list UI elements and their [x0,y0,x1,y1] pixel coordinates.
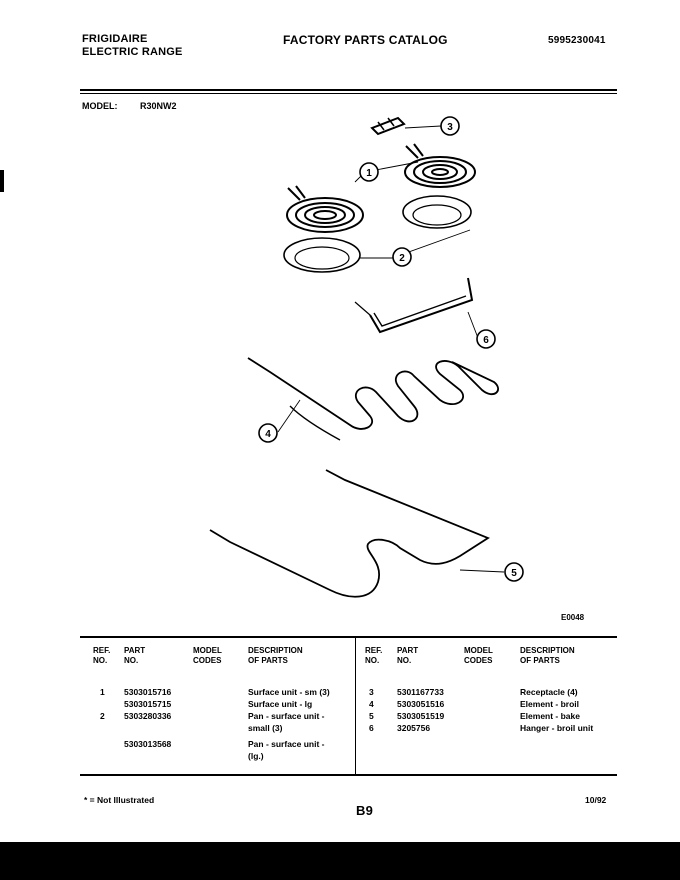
row-description: Surface unit - sm (3) [248,687,330,697]
table-rule-bottom [80,774,617,776]
row-part-number: 5301167733 [397,687,444,697]
table-rule-top [80,636,617,638]
catalog-title: FACTORY PARTS CATALOG [283,33,448,47]
row-ref: 1 [100,687,105,697]
row-description: small (3) [248,723,283,733]
header-model-codes: MODEL CODES [464,646,493,665]
header-part-no: PART NO. [397,646,419,665]
footnote: * = Not Illustrated [84,795,155,805]
row-description: Surface unit - lg [248,699,313,709]
callout-6 [477,330,495,348]
scan-mark [0,170,4,192]
row-ref: 3 [369,687,374,697]
header-rule-top [80,89,617,91]
svg-text:6: 6 [483,335,489,346]
row-description: (lg.) [248,751,264,761]
row-description: Hanger - broil unit [520,723,594,733]
row-part-number: 5303280336 [124,711,172,721]
header-model-codes: MODEL CODES [193,646,222,665]
row-ref: 2 [100,711,105,721]
brand-name: FRIGIDAIRE [82,33,148,45]
row-part-number: 5303051519 [397,711,445,721]
product-name: ELECTRIC RANGE [82,46,183,58]
header-part-no: PART NO. [124,646,146,665]
revision-date: 10/92 [585,795,607,805]
row-part-number: 5303015715 [124,699,172,709]
row-description: Pan - surface unit - [248,739,325,749]
header-ref-no: REF. NO. [365,646,383,665]
scan-dark-border [0,842,680,880]
row-ref: 5 [369,711,374,721]
drip-pan-small-illustration [284,238,360,272]
header-description: DESCRIPTION OF PARTS [520,646,575,665]
row-part-number: 5303051516 [397,699,445,709]
row-description: Element - broil [520,699,580,709]
row-ref: 6 [369,723,374,733]
header-description: DESCRIPTION OF PARTS [248,646,303,665]
svg-text:4: 4 [265,429,271,440]
broil-hanger-illustration [355,278,472,332]
model-value: R30NW2 [140,101,177,111]
table-column-divider [355,636,356,774]
header-rule-bottom [80,93,617,94]
surface-unit-large-illustration [405,144,475,187]
row-ref: 4 [369,699,374,709]
callout-1 [360,163,378,181]
drip-pan-large-illustration [403,196,471,228]
callout-3 [441,117,459,135]
svg-text:3: 3 [447,122,453,133]
catalog-number: 5995230041 [548,35,606,46]
row-part-number: 3205756 [397,723,431,733]
model-label: MODEL: [82,101,118,111]
broil-element-illustration [248,358,498,440]
callout-5 [505,563,523,581]
drawing-code: E0048 [561,613,585,622]
row-description: Receptacle (4) [520,687,578,697]
svg-text:5: 5 [511,568,517,579]
exploded-parts-diagram [0,100,680,630]
callout-4 [259,424,277,442]
row-part-number: 5303015716 [124,687,172,697]
callout-2 [393,248,411,266]
row-part-number: 5303013568 [124,739,172,749]
row-description: Element - bake [520,711,580,721]
surface-unit-small-illustration [287,186,363,232]
row-description: Pan - surface unit - [248,711,325,721]
page-number: B9 [356,803,374,818]
bake-element-illustration [210,470,488,597]
svg-text:1: 1 [366,168,372,179]
svg-text:2: 2 [399,253,405,264]
header-ref-no: REF. NO. [93,646,111,665]
receptacle-illustration [372,118,404,134]
